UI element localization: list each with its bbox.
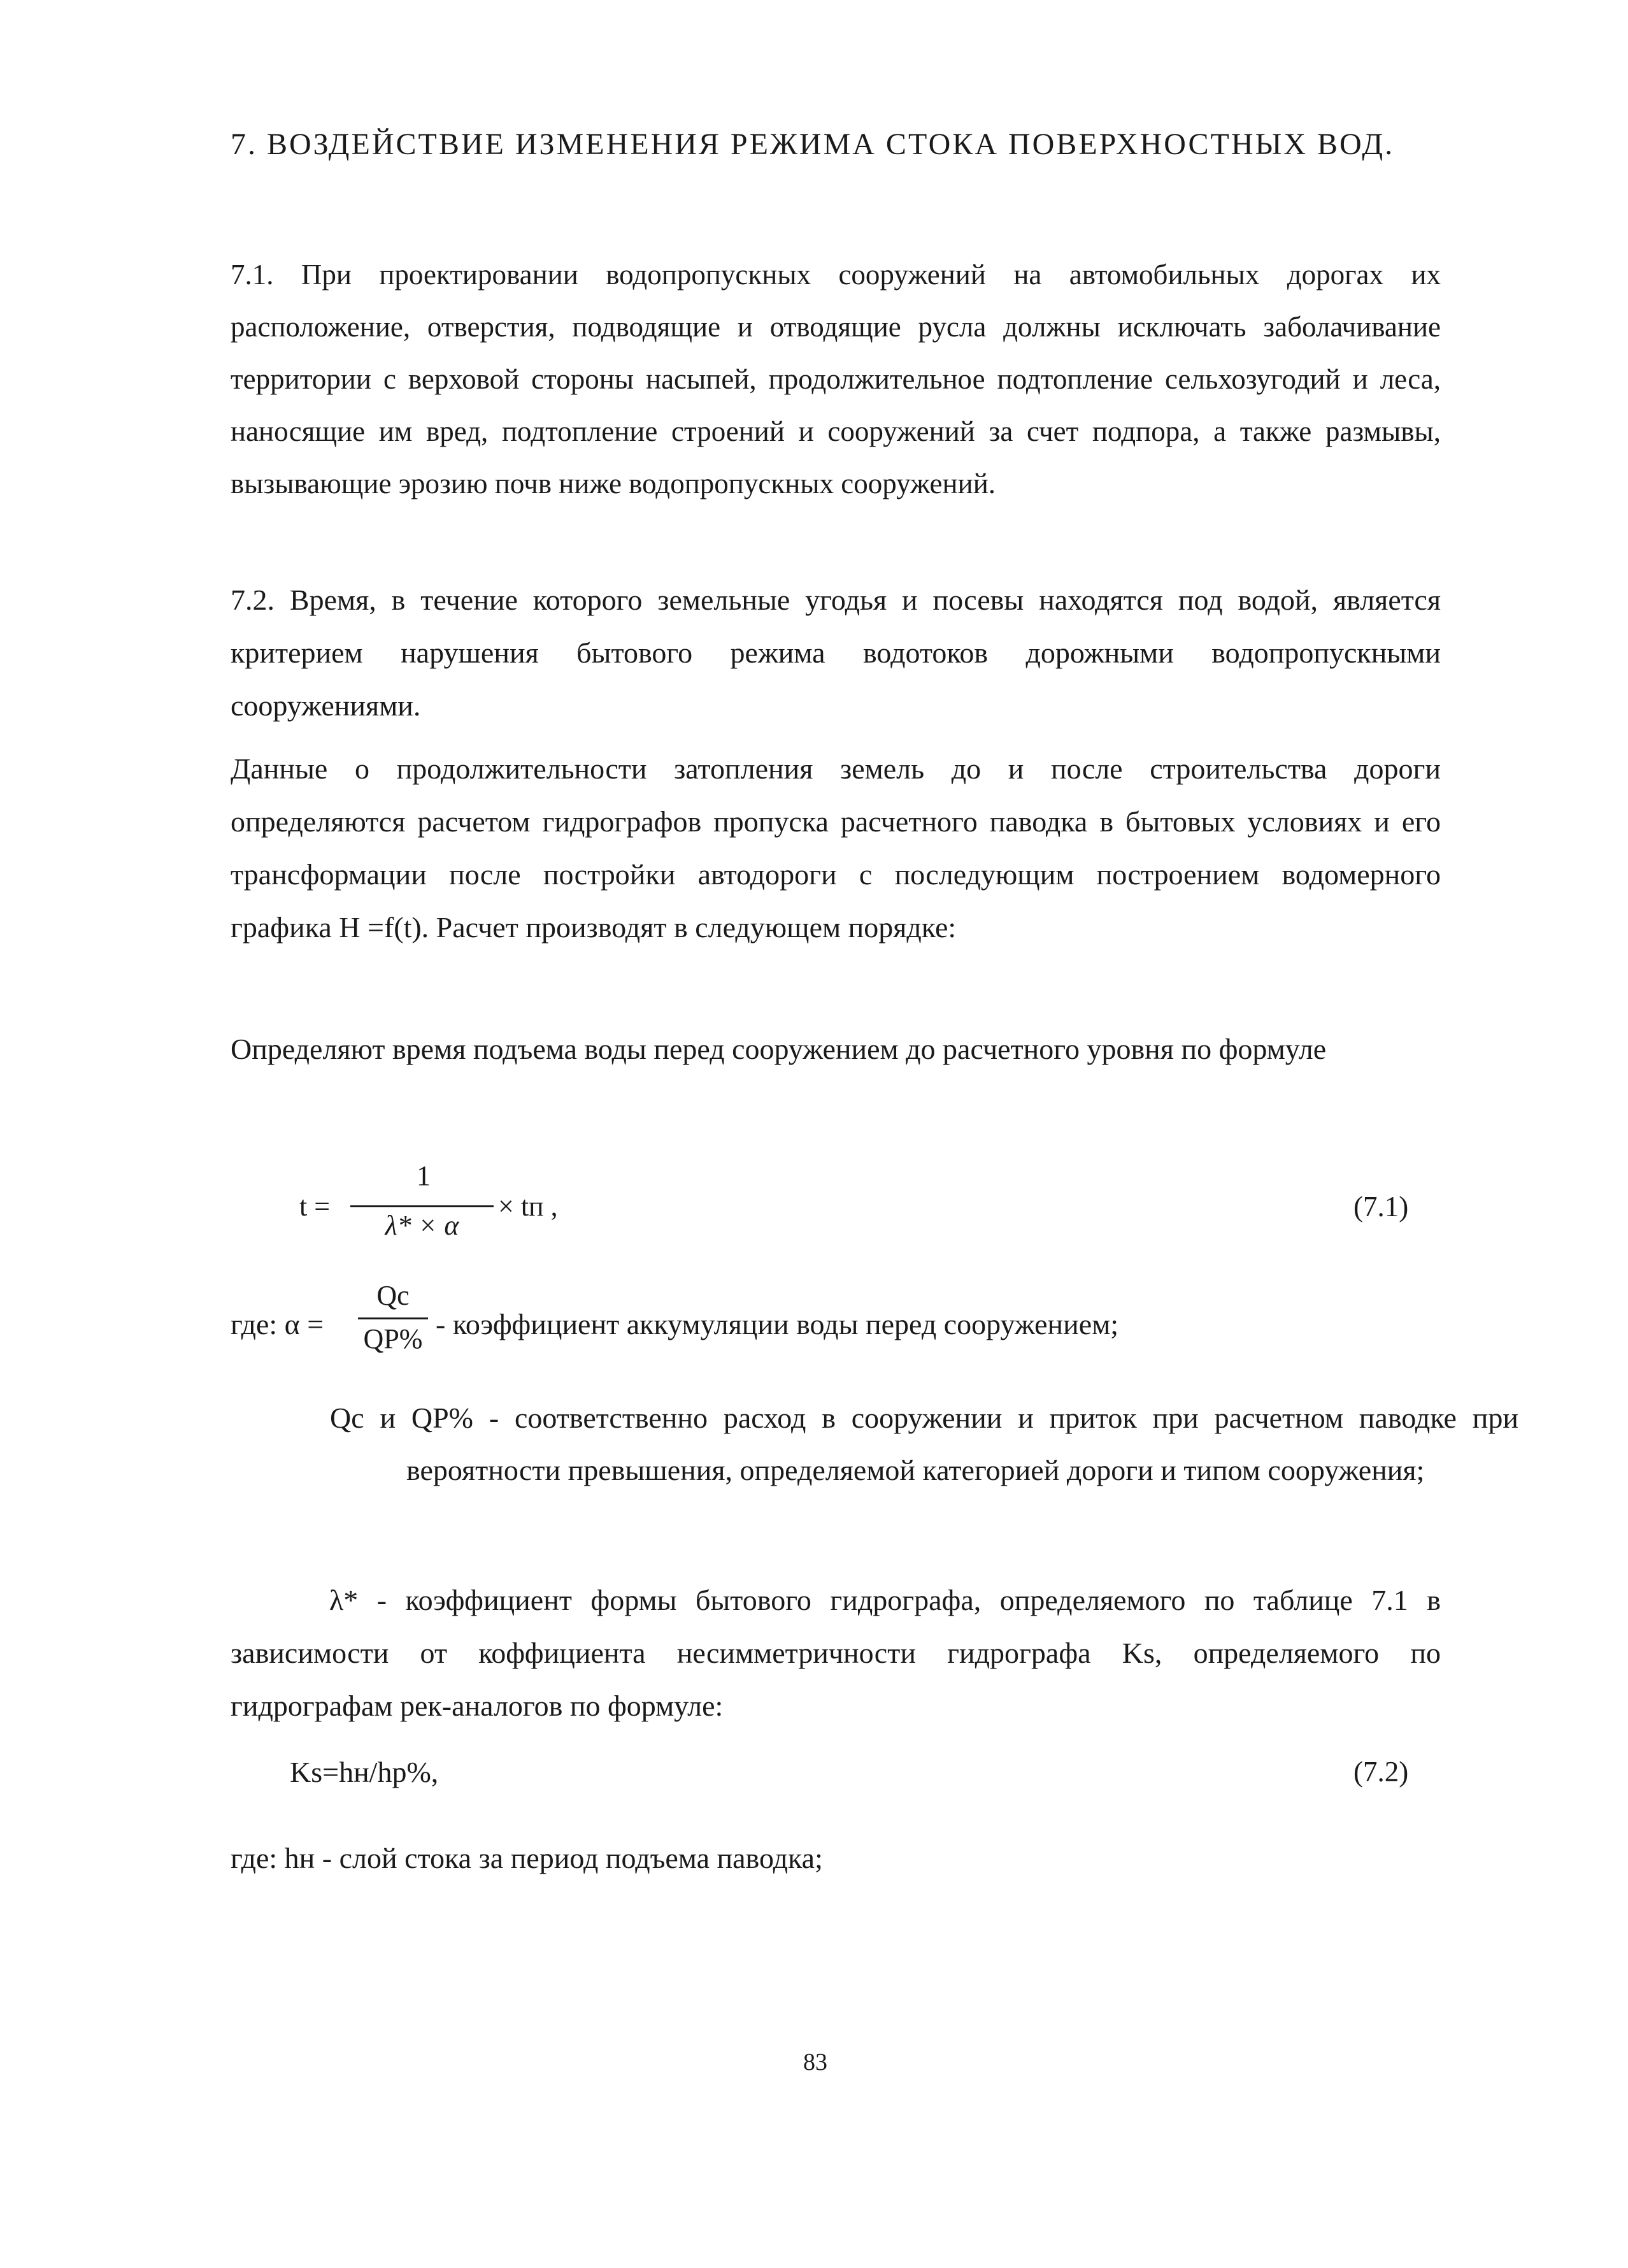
formula-lhs: t = (299, 1191, 331, 1222)
paragraph-7-2: 7.2. Время, в течение которого земельные угодья и посевы находятся под водой, является критерием нарушения бытового режима водотоков дорожными водопропускными сооружениями. (231, 584, 1441, 722)
where-alpha-text: - коэффициент аккумуляции воды перед сооружением; (436, 1308, 1119, 1340)
formula-7-2-number: (7.2) (1353, 1756, 1409, 1788)
formula-denominator: λ* × α (385, 1210, 459, 1241)
alpha-fraction-line (358, 1317, 428, 1319)
paragraph-time: Определяют время подъема воды перед сооружением до расчетного уровня по формуле (231, 1033, 1327, 1065)
alpha-denominator: QP% (363, 1323, 423, 1354)
page-number: 83 (803, 2049, 827, 2076)
formula-numerator: 1 (417, 1160, 431, 1191)
formula-7-2-text: Ks=hн/hp%, (290, 1756, 439, 1788)
section-heading: 7. ВОЗДЕЙСТВИЕ ИЗМЕНЕНИЯ РЕЖИМА СТОКА ПОВЕРХНОСТНЫХ ВОД. (231, 127, 1395, 161)
alpha-numerator: Qc (376, 1280, 410, 1311)
paragraph-7-1: 7.1. При проектировании водопропускных сооружений на автомобильных дорогах их расположение, отверстия, подводящие и отводящие русла должны исключать заболачивание территории с верховой стороны насыпей, продолжительное подтопление сельхозугодий и леса, наносящие им вред, подтопление строений и сооружений за счет подпора, а также размывы, вызывающие эрозию почв ниже водопропускных сооружений. (231, 259, 1441, 499)
where-alpha (231, 1281, 1441, 1376)
where-h: где: hн - слой стока за период подъема паводка; (231, 1842, 823, 1874)
formula-7-1 (299, 1159, 1446, 1249)
paragraph-data: Данные о продолжительности затопления земель до и после строительства дороги определяются расчетом гидрографов пропуска расчетного паводка в бытовых условиях и его трансформации после постройки автодороги с последующим построением водомерного графика Н =f(t). Расчет производят в следующем порядке: (231, 752, 1441, 944)
fraction-line (350, 1205, 494, 1207)
lambda-definition: λ* - коэффициент формы бытового гидрографа, определяемого по таблице 7.1 в зависимости от коффициента несимметричности гидрографа Ks, определяемого по гидрографам рек-аналогов по формуле: (231, 1584, 1441, 1722)
q-definition: Qc и QP% - соответственно расход в сооружении и приток при расчетном паводке при вероятности превышения, определяемой категорией дороги и типом сооружения; (330, 1402, 1518, 1486)
formula-number: (7.1) (1353, 1191, 1409, 1223)
formula-rhs: × tп , (498, 1191, 558, 1222)
where-alpha-prefix: где: α = (231, 1308, 324, 1340)
formula-7-2 (290, 1755, 1443, 1806)
